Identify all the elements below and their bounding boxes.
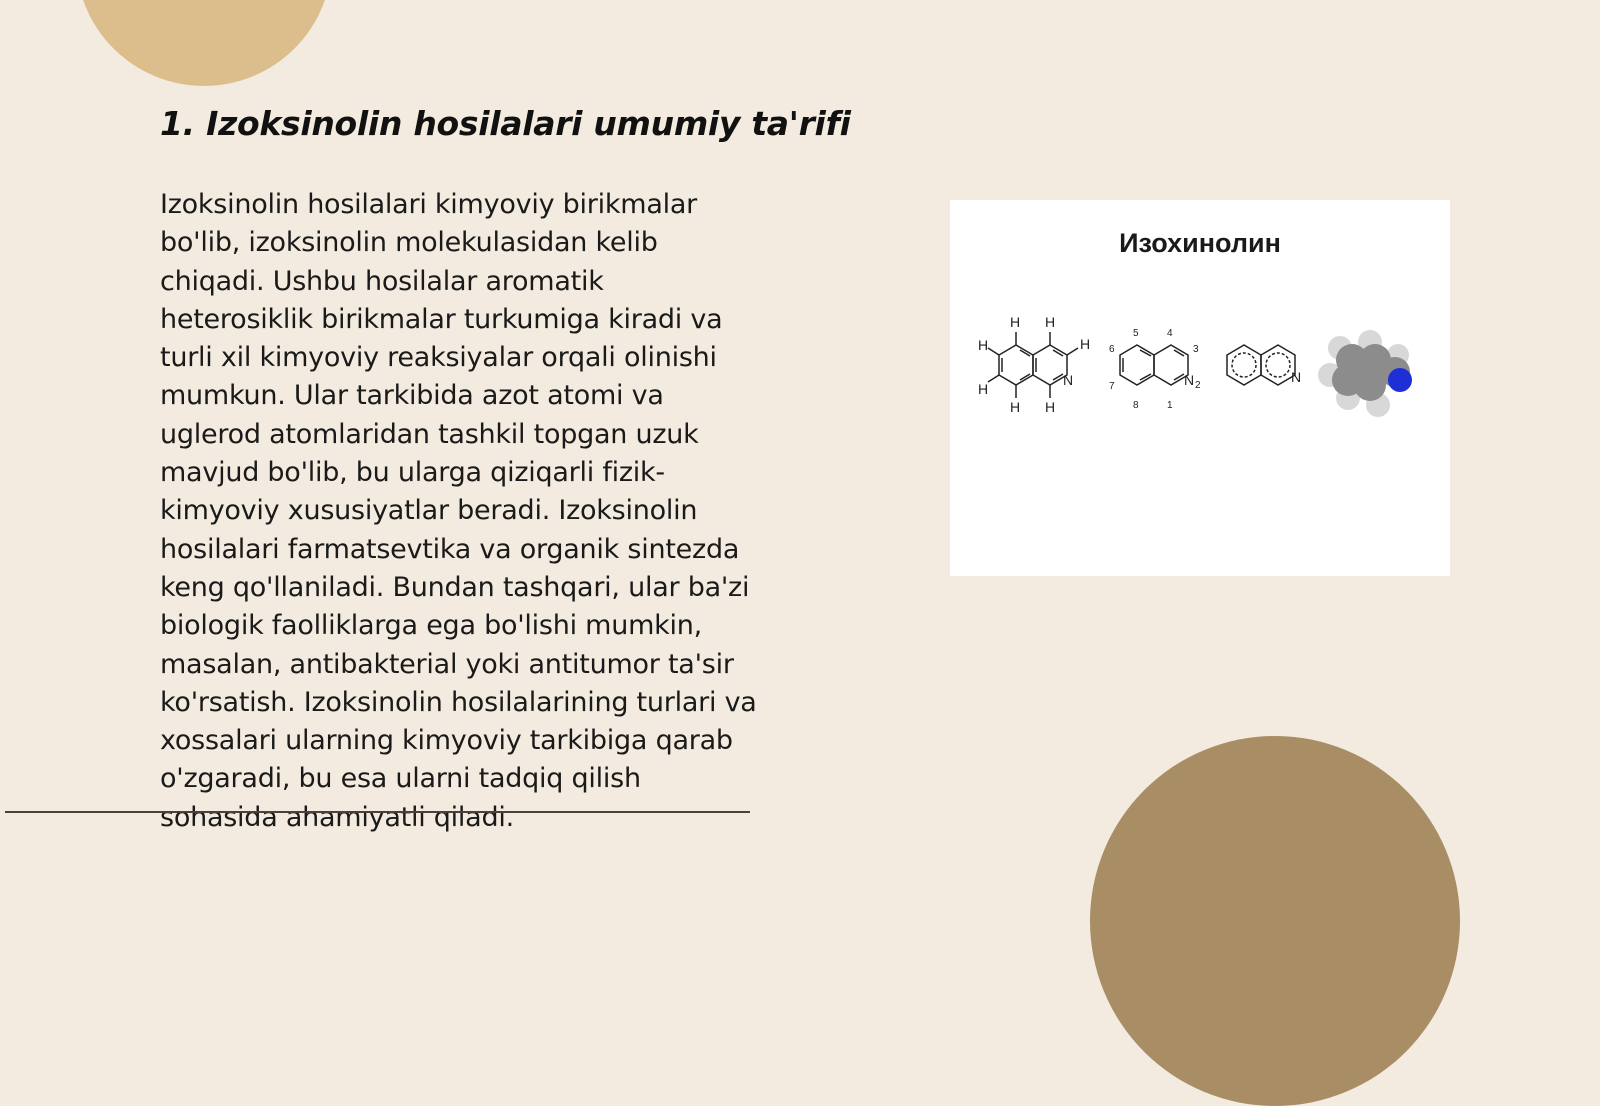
decorative-circle-bottom — [1090, 736, 1460, 1106]
structure-full-formula — [988, 332, 1078, 398]
body-line: o'zgaradi, bu esa ularni tadqiq qilish — [160, 763, 641, 795]
position-label: 1 — [1167, 400, 1173, 411]
structure-aromatic — [1227, 345, 1295, 385]
structure-space-filling — [1318, 330, 1412, 417]
body-line: keng qo'llaniladi. Bundan tashqari, ular ba'zi — [160, 571, 750, 603]
position-label: 4 — [1167, 328, 1173, 339]
atom-h: H — [1010, 399, 1021, 415]
body-line: chiqadi. Ushbu hosilalar aromatik — [160, 265, 604, 297]
atom-h: H — [978, 337, 989, 353]
position-label: 8 — [1133, 400, 1139, 411]
body-line: bo'lib, izoksinolin molekulasidan kelib — [160, 227, 658, 259]
figure-title: Изохинолин — [1119, 228, 1281, 258]
horizontal-divider — [5, 811, 750, 813]
atom-h: H — [1010, 314, 1021, 330]
isoquinoline-structures — [950, 200, 1450, 576]
body-line: heterosiklik birikmalar turkumiga kiradi va — [160, 303, 723, 335]
position-label: 5 — [1133, 328, 1139, 339]
body-line: mavjud bo'lib, bu ularga qiziqarli fizik- — [160, 457, 665, 489]
body-line: biologik faolliklarga ega bo'lishi mumkin, — [160, 610, 702, 642]
body-line: sohasida ahamiyatli qiladi. — [160, 801, 514, 833]
slide-title: 1. Izoksinolin hosilalari umumiy ta'rifi — [160, 104, 851, 143]
body-line: ko'rsatish. Izoksinolin hosilalarining turlari va — [160, 686, 757, 718]
atom-h: H — [978, 381, 989, 397]
decorative-circle-top — [76, 0, 332, 86]
position-label: 2 — [1195, 380, 1201, 391]
body-line: xossalari ularning kimyoviy tarkibiga qarab — [160, 725, 733, 757]
body-line: turli xil kimyoviy reaksiyalar orqali olinishi — [160, 342, 717, 374]
position-label: 6 — [1109, 344, 1115, 355]
atom-n: N — [1063, 372, 1074, 388]
position-label: 7 — [1109, 381, 1115, 392]
isoquinoline-figure — [950, 200, 1450, 576]
body-line: hosilalari farmatsevtika va organik sintezda — [160, 533, 740, 565]
body-line: Izoksinolin hosilalari kimyoviy birikmalar — [160, 189, 698, 220]
position-label: 3 — [1193, 344, 1199, 355]
slide-body-text — [160, 186, 850, 837]
atom-n: N — [1184, 372, 1195, 388]
body-line: mumkun. Ular tarkibida azot atomi va — [160, 380, 664, 412]
body-line: uglerod atomlaridan tashkil topgan uzuk — [160, 418, 699, 450]
atom-h: H — [1080, 336, 1091, 352]
atom-h: H — [1045, 314, 1056, 330]
nitrogen-atom — [1388, 368, 1412, 392]
atom-n: N — [1291, 369, 1302, 385]
atom-h: H — [1045, 399, 1056, 415]
body-line: kimyoviy xususiyatlar beradi. Izoksinolin — [160, 495, 698, 527]
body-line: masalan, antibakterial yoki antitumor ta'sir — [160, 648, 734, 680]
structure-numbered — [1120, 345, 1188, 385]
